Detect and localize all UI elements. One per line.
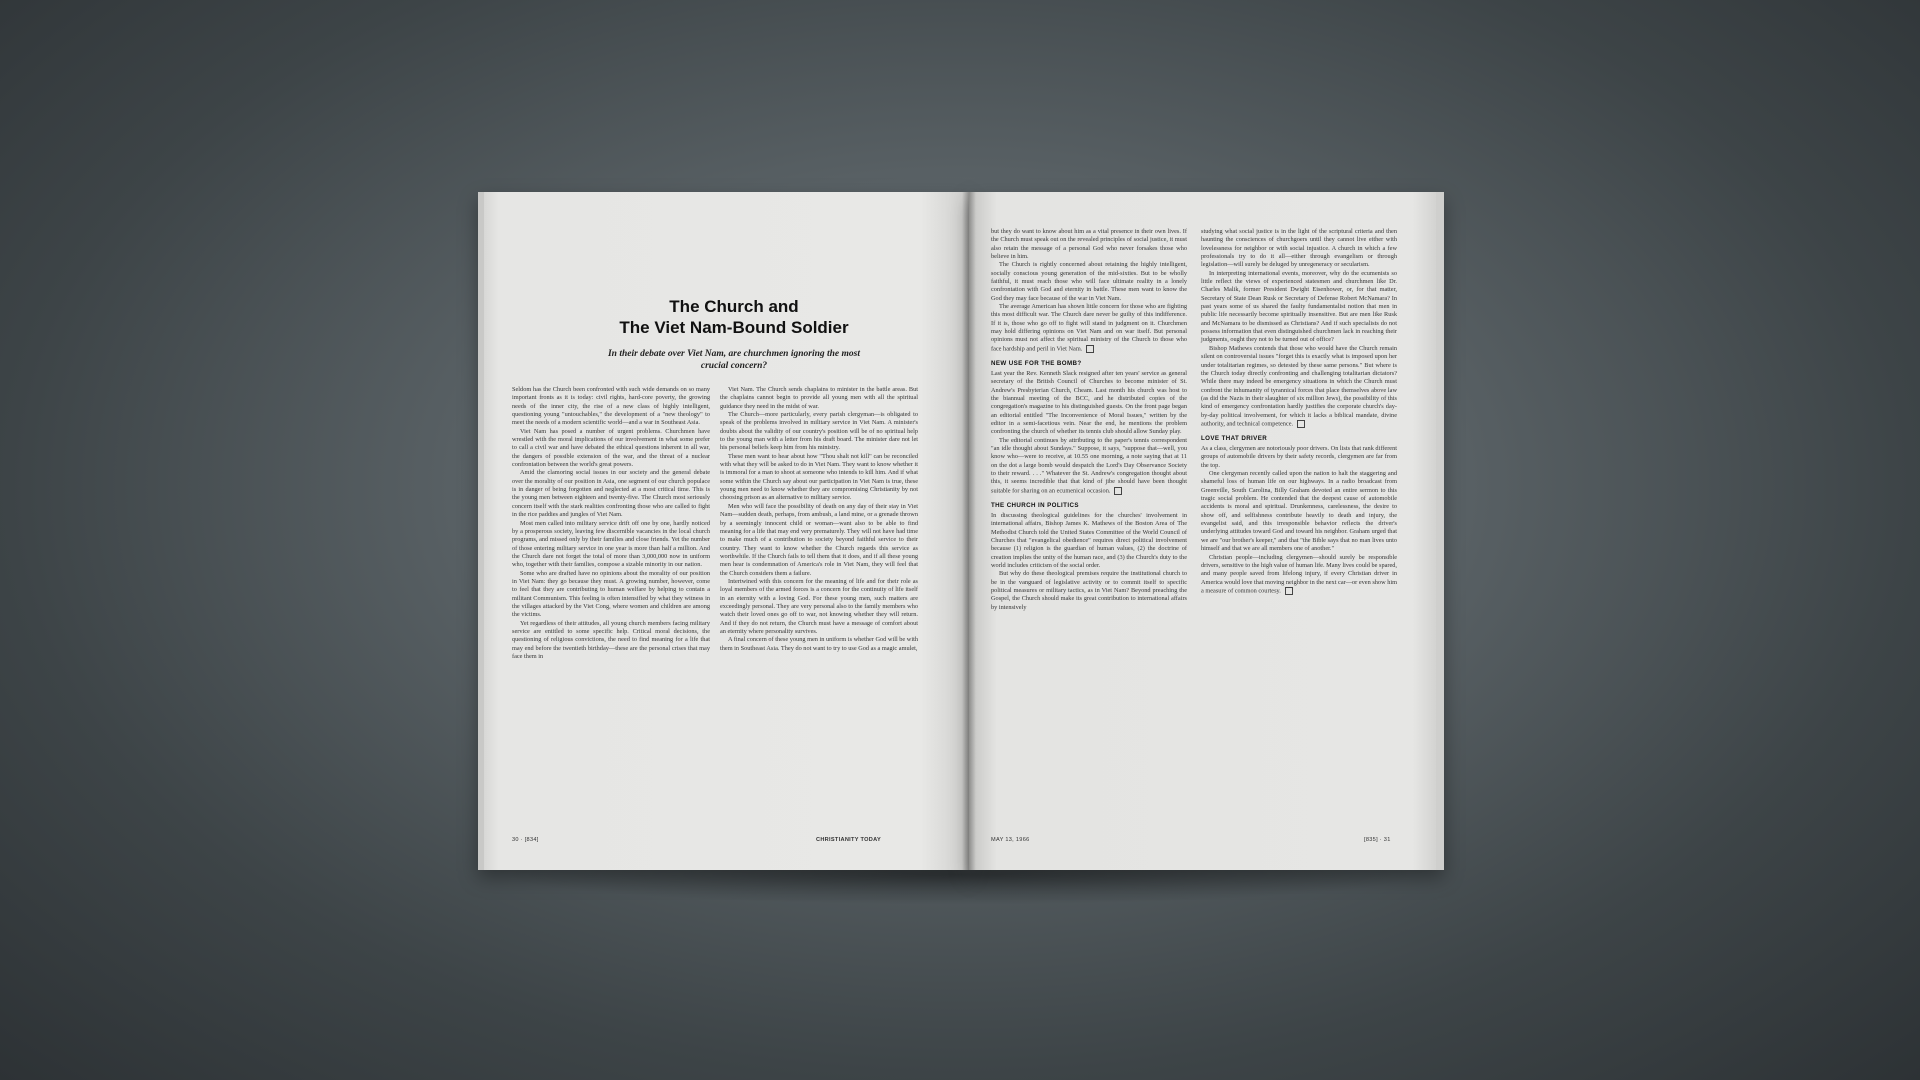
left-column-2 — [720, 386, 918, 836]
body-paragraph: Seldom has the Church been confronted with such wide demands on so many important fronts as it is today: civil rights, hard-core poverty, the growing needs of the inner city, the rise of a new class of highly intelligent, questioning young "untouchables," the development of a "new theology" to meet the needs of a modern scientific world—and a war in Southeast Asia. — [512, 386, 710, 427]
section-heading: NEW USE FOR THE BOMB? — [991, 359, 1082, 367]
body-paragraph — [991, 228, 1187, 261]
body-paragraph: These men want to hear about how "Thou shalt not kill" can be reconciled with what they will be asked to do in Viet Nam. They want to know whether it is immoral for a man to shoot at someone who intends to kill him. And if what some within the Church say about our participation in Viet Nam is true, these young men need to know whether they are compromising Christianity by not choosing prison as an alternative to military service. — [720, 452, 918, 502]
paragraph-text: The editorial continues by attributing to the paper's tennis correspondent "an idle thought about Sundays." Suppose, it says, "suppose that—well, you know who—were to receive, at 10.55 one morning, a note saying that at 11 on the dot a large bomb would despatch the Lord's Day Observance Society to their reward. . . ." Whatever the St. Andrew's congregation thought about this, it seems incredible that that kind of jibe should have been thought suitable for sharing on an ecumenical occasion. — [991, 436, 1187, 495]
left-page — [478, 192, 969, 870]
body-paragraph — [1201, 554, 1397, 596]
page-gutter — [962, 192, 976, 870]
body-paragraph — [991, 512, 1187, 570]
body-paragraph: Most men called into military service drift off one by one, hardly noticed by a prosperous society, leaving few discernible vacancies in the local church programs, and missed only by their families and close friends. Yet the number of those entering military service in one year is more than half a million. And the Church dare not forget the total of more than 3,000,000 now in uniform who, together with their families, compose a sizable minority in our nation. — [512, 519, 710, 569]
left-column-1 — [512, 386, 710, 836]
body-paragraph — [991, 370, 1187, 437]
paragraph-text: Last year the Rev. Kenneth Slack resigned after ten years' service as general secretary of the British Council of Churches to become minister of St. Andrew's Presbyterian Church, Cheam. Last month his church was host to the biannual meeting of the BCC, and he distributed copies of the congregation's magazine to his distinguished guests. On the front page began an editorial entitled "The Inconvenience of Moral Issues," written by the editor in a semi-facetious vein. Near the end, he mentions the problem confronting the church of whether its tennis club should allow Sunday play. — [991, 369, 1187, 436]
folio-magazine-name: CHRISTIANITY TODAY — [816, 837, 881, 843]
body-paragraph: Some who are drafted have no opinions about the morality of our position in Viet Nam: they go because they must. A growing number, however, come to feel that they are contributing to human welfare by helping to contain a militant Communism. This feeling is often intensified by what they witness in the villages attacked by the Viet Cong, where women and children are among the victims. — [512, 569, 710, 619]
paragraph-text: The average American has shown little concern for those who are fighting this most difficult war. The Church dare never be guilty of this indifference. If it is, those who go off to fight will stand in judgment on it. Churchmen may hold differing opinions on Viet Nam and on war itself. But personal opinions must not affect the spiritual ministry of the Church to those who face hardship and peril in Viet Nam. — [991, 303, 1187, 353]
paragraph-text: but they do want to know about him as a vital presence in their own lives. If the Church must speak out on the revealed principles of social justice, it must also retain the message of a personal God who never forsakes those who believe in him. — [991, 228, 1187, 261]
body-paragraph — [1201, 345, 1397, 429]
body-paragraph: Viet Nam. The Church sends chaplains to minister in the battle areas. But the chaplains cannot begin to provide all young men with all the spiritual guidance they need in the midst of war. — [720, 386, 918, 410]
end-mark-icon — [1114, 487, 1122, 495]
body-paragraph: Men who will face the possibility of death on any day of their stay in Viet Nam—sudden death, perhaps, from ambush, a land mine, or a grenade thrown by a seemingly innocent child or woman—want also to be able to find meaning for a life that may end very prematurely. They will not have had time to make much of a contribution to society beyond faithful service to their country. They want to know whether the Church regards this service as worthwhile. If the Church fails to tell them that it does, and if all these young men hear is condemnation of America's role in Viet Nam, they will feel that the Church considers them a failure. — [720, 502, 918, 577]
right-page — [969, 192, 1444, 870]
section-heading: LOVE THAT DRIVER — [1201, 434, 1268, 442]
folio-page-number-right: [835] · 31 — [1364, 837, 1391, 843]
paragraph-text: One clergyman recently called upon the nation to halt the staggering and shameful loss of human life on our highways. In a radio broadcast from Greenville, South Carolina, Billy Graham devoted an entire sermon to this tragic social problem. He contended that the deepest cause of automobile accidents is moral and spiritual. Drunkenness, carelessness, the desire to show off, and selfishness contribute heavily to death and injury, the evangelist said, and this irresponsible behavior reflects the driver's underlying attitudes toward God and toward his neighbor. Graham urged that we are "our brother's keeper," and that "the Bible says that no man lives unto himself and that we are all members one of another." — [1201, 470, 1397, 553]
body-paragraph — [991, 261, 1187, 303]
section-heading: THE CHURCH IN POLITICS — [991, 501, 1079, 509]
body-paragraph: Yet regardless of their attitudes, all young church members facing military service are entitled to some specific help. Critical moral decisions, the questioning of religious convictions, the need to find meaning for a life that may end before the twentieth birthday—these are the personal crises that may face them in — [512, 619, 710, 660]
end-mark-icon — [1285, 587, 1293, 595]
paragraph-text: studying what social justice is in the light of the scriptural criteria and then haunting the consciences of churchgoers until they cannot live either with lovelessness for neighbor or with social injustice. A church in which a few professionals try to do it all—either through evangelism or through legislation—will surely be deluged by unregeneracy or secularism. — [1201, 228, 1397, 269]
end-mark-icon — [1086, 345, 1094, 353]
paragraph-text: Christian people—including clergymen—should surely be responsible drivers, sensitive to the high value of human life. Many lives could be spared, and many people saved from lifelong injury, if every Christian driver in America would love that moving neighbor in the next car—or even show him a measure of common courtesy. — [1201, 553, 1397, 595]
body-paragraph: The Church—more particularly, every parish clergyman—is obligated to speak of the problems involved in military service in Viet Nam. A minister's doubts about the validity of our country's position will be of no spiritual help to the young man with a letter from his draft board. The minister dare not let his personal beliefs keep him from his ministry. — [720, 411, 918, 452]
end-mark-icon — [1297, 420, 1305, 428]
article-deck: In their debate over Viet Nam, are churchmen ignoring the most crucial concern? — [607, 349, 861, 371]
article-title — [524, 296, 944, 338]
paragraph-text: In interpreting international events, moreover, why do the ecumenists so little reflect the views of experienced statesmen and churchmen like Dr. Charles Malik, former President Dwight Eisenhower, or, for that matter, Secretary of State Dean Rusk or Secretary of Defense Robert McNamara? In past years some of us shared the faulty fundamentalist notion that men in public life necessarily become spiritually insensitive. But are men like Rusk and McNamara to be dismissed as Christians? And if such specialists do not possess information that even distinguished churchmen lack in reaching their judgments, ought they not to be turned out of office? — [1201, 269, 1397, 344]
body-paragraph — [991, 570, 1187, 612]
right-column-2 — [1201, 228, 1397, 833]
body-paragraph: Viet Nam has posed a number of urgent problems. Churchmen have wrestled with the moral implications of our involvement in what some prefer to call a civil war and have debated the ethical questions inherent in all war, the dangers of possible extension of the war, and the threat of a nuclear confrontation between the world's great powers. — [512, 427, 710, 469]
folio-date: MAY 13, 1966 — [991, 837, 1030, 843]
paragraph-text: Bishop Mathews contends that those who would have the Church remain silent on controversial issues "forget this is exactly what is imposed upon her under totalitarian regimes, so detested by these same persons." But where is the Church today directly confronting and challenging totalitarian dictators? While there may indeed be emergency situations in which the Church must confront the inhumanity of tyrannical forces that place themselves above law (as did the Nazis in their slaughter of six million Jews), the possibility of this kind of emergency confrontation hardly justifies the corporate church's day-by-day political involvement, for which it lacks a biblical mandate, divine authority, and technical competence. — [1201, 344, 1397, 428]
body-paragraph: Intertwined with this concern for the meaning of life and for their role as loyal members of the armed forces is a concern for the continuity of life itself in an eternity with a loving God. For these young men, such matters are exceedingly personal. They are very personal also to the family members who watch their loved ones go off to war, not knowing whether they will return. And if they do not return, the Church must have a message of comfort about an eternity where personality survives. — [720, 577, 918, 635]
body-paragraph — [1201, 228, 1397, 270]
paragraph-text: But why do these theological premises require the institutional church to be in the vanguard of legislative activity or to commit itself to specific political measures or military tactics, as in Viet Nam? Beyond preaching the Gospel, the Church should make its great contribution to international affairs by intensively — [991, 570, 1187, 611]
paragraph-text: In discussing theological guidelines for the churches' involvement in international affairs, Bishop James K. Mathews of the Boston Area of The Methodist Church told the United States Committee of the World Council of Churches that "evangelical obedience" requires direct political involvement because (1) religion is the guardian of human values, (2) the doctrine of creation implies the unity of the human race, and (3) the Church's duty to the world includes criticism of the social order. — [991, 511, 1187, 569]
body-paragraph — [1201, 445, 1397, 470]
paragraph-text: As a class, clergymen are notoriously poor drivers. On lists that rank different groups of automobile drivers by their safety records, clergymen are far from the top. — [1201, 445, 1397, 469]
title-line-1: The Church and — [669, 297, 799, 316]
title-line-2: The Viet Nam-Bound Soldier — [619, 318, 849, 337]
paragraph-text: The Church is rightly concerned about retaining the highly intelligent, socially conscious young generation of the mid-sixties. But to be wholly faithful, it must reach those who will face ultimate reality in a lonely confrontation with God and eternity in battle. These men want to know the God they may face because of the war in Viet Nam. — [991, 261, 1187, 302]
body-paragraph — [991, 303, 1187, 354]
open-magazine — [478, 192, 1444, 870]
body-paragraph — [1201, 470, 1397, 553]
body-paragraph: A final concern of these young men in uniform is whether God will be with them in Southeast Asia. They do not want to try to use God as a magic amulet, — [720, 636, 918, 652]
folio-page-number-left: 30 · [834] — [512, 837, 539, 843]
right-column-1 — [991, 228, 1187, 833]
body-paragraph: Amid the clamoring social issues in our society and the general debate over the morality of our position in Asia, one segment of our church populace is in danger of being forgotten and neglected at a most critical time. This is the young men between eighteen and twenty-five. The Church most seriously concern itself with the stark realities confronting those who are called to fight in the rice paddies and jungles of Viet Nam. — [512, 469, 710, 519]
body-paragraph — [991, 437, 1187, 496]
body-paragraph — [1201, 270, 1397, 345]
